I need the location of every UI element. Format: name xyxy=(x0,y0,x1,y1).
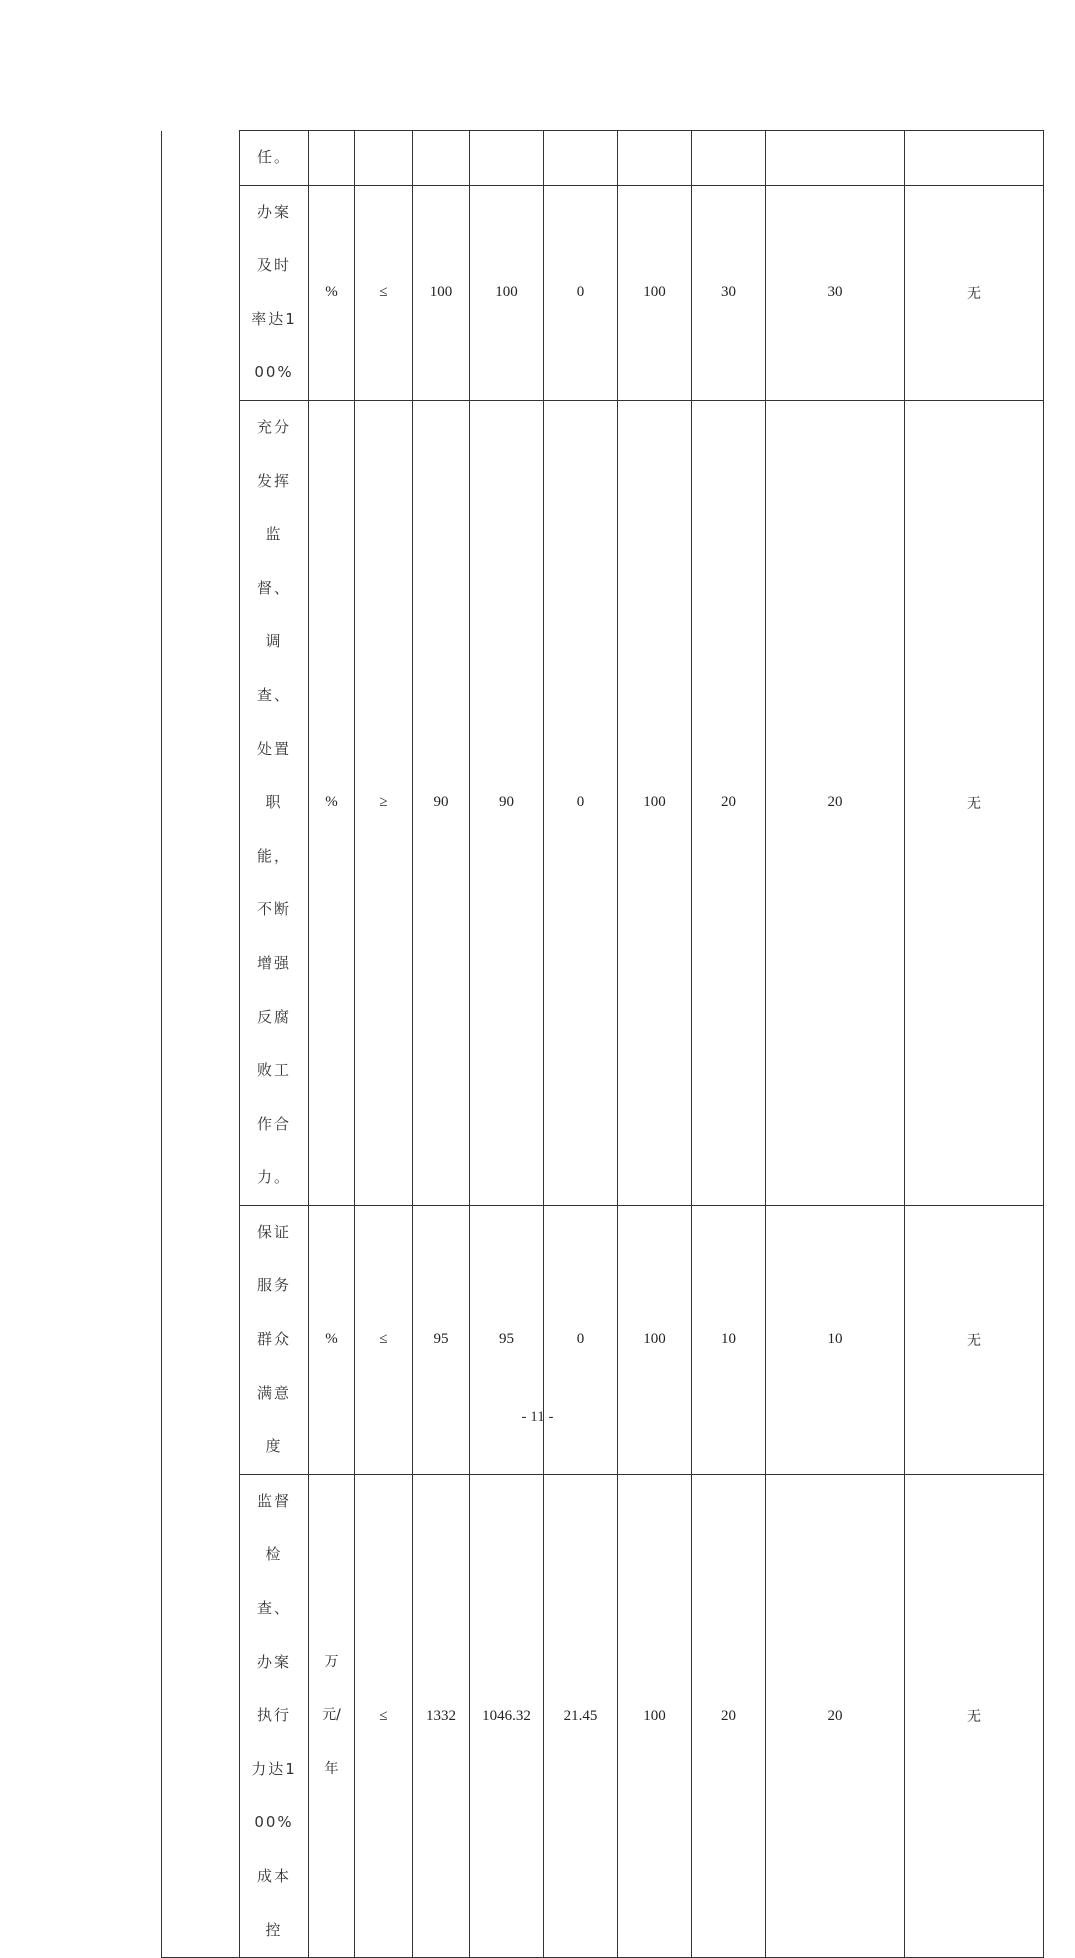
score2-cell xyxy=(766,131,905,186)
annual-target-cell: 100 xyxy=(413,185,470,400)
weight-cell: 20 xyxy=(692,1474,766,1957)
actual-value-cell: 100 xyxy=(470,185,544,400)
note-cell: 无 xyxy=(905,1474,1044,1957)
table-row xyxy=(162,185,1044,400)
rate-cell xyxy=(544,131,618,186)
annual-target-cell xyxy=(413,131,470,186)
score-cell: 100 xyxy=(618,400,692,1205)
score2-cell: 10 xyxy=(766,1205,905,1474)
unit-cell: % xyxy=(309,400,355,1205)
score2-cell: 20 xyxy=(766,400,905,1205)
score2-cell: 30 xyxy=(766,185,905,400)
score-cell xyxy=(618,131,692,186)
annual-target-cell: 90 xyxy=(413,400,470,1205)
table-row xyxy=(162,400,1044,1205)
note-cell: 无 xyxy=(905,400,1044,1205)
actual-value-cell: 1046.32 xyxy=(470,1474,544,1957)
unit-cell: % xyxy=(309,185,355,400)
table-row xyxy=(162,131,1044,186)
indicator-cell: 任。 xyxy=(240,131,309,186)
weight-cell: 10 xyxy=(692,1205,766,1474)
rate-cell: 21.45 xyxy=(544,1474,618,1957)
score2-cell: 20 xyxy=(766,1474,905,1957)
indicator-cell: 监督检查、办案执行力达100%成本控 xyxy=(240,1474,309,1957)
table-row xyxy=(162,1474,1044,1957)
rate-cell: 0 xyxy=(544,185,618,400)
indicator-cell: 保证服务群众满意度 xyxy=(240,1205,309,1474)
rate-cell: 0 xyxy=(544,400,618,1205)
unit-cell: % xyxy=(309,1205,355,1474)
weight-cell xyxy=(692,131,766,186)
table-row xyxy=(162,1205,1044,1474)
score-cell: 100 xyxy=(618,1474,692,1957)
operator-cell: ≤ xyxy=(355,1205,413,1474)
unit-cell: 万元/年 xyxy=(309,1474,355,1957)
annual-target-cell: 95 xyxy=(413,1205,470,1474)
weight-cell: 20 xyxy=(692,400,766,1205)
annual-target-cell: 1332 xyxy=(413,1474,470,1957)
weight-cell: 30 xyxy=(692,185,766,400)
score-cell: 100 xyxy=(618,185,692,400)
operator-cell xyxy=(355,131,413,186)
note-cell xyxy=(905,131,1044,186)
indicator-cell: 办案及时率达100% xyxy=(240,185,309,400)
category-cell xyxy=(162,131,240,1958)
actual-value-cell: 90 xyxy=(470,400,544,1205)
note-cell: 无 xyxy=(905,185,1044,400)
note-cell: 无 xyxy=(905,1205,1044,1474)
operator-cell: ≥ xyxy=(355,400,413,1205)
actual-value-cell xyxy=(470,131,544,186)
score-cell: 100 xyxy=(618,1205,692,1474)
performance-table xyxy=(161,130,1044,1958)
indicator-cell: 充分发挥监督、调查、处置职能，不断增强反腐败工作合力。 xyxy=(240,400,309,1205)
rate-cell: 0 xyxy=(544,1205,618,1474)
operator-cell: ≤ xyxy=(355,185,413,400)
page-number: - 11 - xyxy=(521,1409,554,1425)
operator-cell: ≤ xyxy=(355,1474,413,1957)
unit-cell xyxy=(309,131,355,186)
actual-value-cell: 95 xyxy=(470,1205,544,1474)
